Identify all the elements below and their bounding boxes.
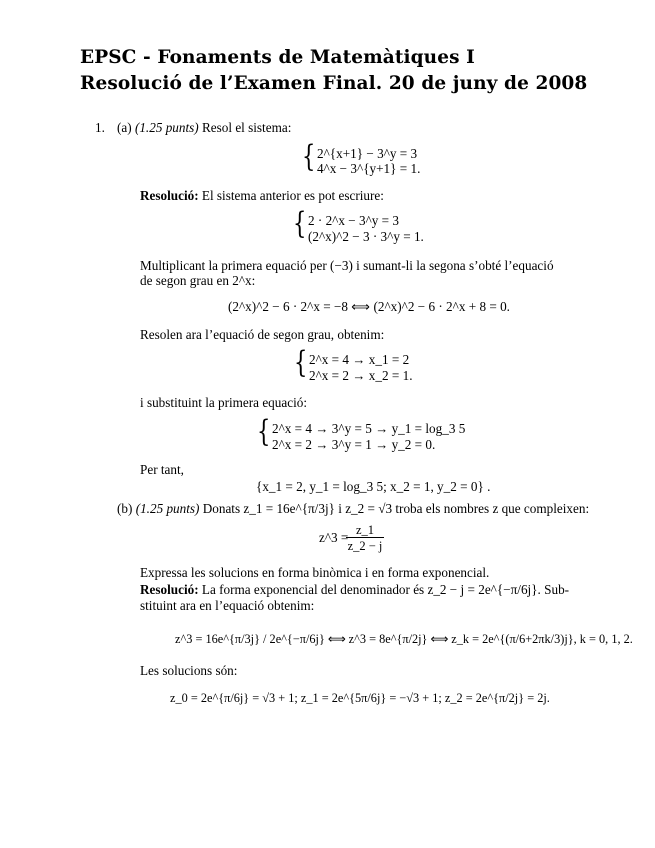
fraction-numerator: z_1	[355, 523, 375, 537]
equation-lhs: z^3 =	[319, 530, 349, 545]
roots-equation-2: 2^x = 2 → x_2 = 1.	[309, 368, 413, 383]
quadratic-equation: (2^x)^2 − 6 · 2^x = −8 ⟺ (2^x)^2 − 6 · 2^x + 8 = 0.	[228, 299, 510, 314]
roots-brace: {	[294, 345, 308, 380]
resolucio-a: Resolució: El sistema anterior es pot escriure:	[140, 188, 384, 203]
solutions-list: z_0 = 2e^{π/6j} = √3 + 1; z_1 = 2e^{5π/6j} = −√3 + 1; z_2 = 2e^{π/2j} = 2j.	[170, 691, 550, 705]
paragraph-multiplicant: Multiplicant la primera equació per (−3) i sumant-li la segona s’obté l’equació	[140, 258, 554, 273]
rewritten-equation-2: (2^x)^2 − 3 · 3^y = 1.	[308, 229, 424, 244]
rewritten-brace: {	[293, 206, 307, 241]
page-subtitle: Resolució de l’Examen Final. 20 de juny de 2008	[80, 73, 588, 94]
subst-equation-2: 2^x = 2 → 3^y = 1 → y_2 = 0.	[272, 437, 436, 452]
paragraph-resolen: Resolen ara l’equació de segon grau, obtenim:	[140, 327, 385, 342]
part-a-heading: (a) (1.25 punts) Resol el sistema:	[117, 120, 292, 135]
resolucio-b: Resolució: La forma exponencial del denominador és z_2 − j = 2e^{−π/6j}. Sub-	[140, 582, 570, 597]
system-equation-2: 4^x − 3^{y+1} = 1.	[317, 161, 421, 176]
page-title: EPSC - Fonaments de Matemàtiques I	[80, 47, 475, 68]
paragraph-multiplicant-2: de segon grau en 2^x:	[140, 273, 256, 288]
resolucio-b-line2: stituint ara en l’equació obtenim:	[140, 598, 315, 613]
fraction-denominator: z_2 − j	[347, 539, 383, 553]
system-brace: {	[302, 139, 316, 174]
paragraph-per-tant: Per tant,	[140, 462, 184, 477]
paragraph-solucions: Les solucions són:	[140, 663, 238, 678]
part-b-heading: (b) (1.25 punts) Donats z_1 = 16e^{π/3j} i z_2 = √3 troba els nombres z que compleixen:	[117, 501, 590, 516]
paragraph-expressa: Expressa les solucions en forma binòmica i en forma exponencial.	[140, 565, 490, 580]
equation-fraction	[346, 523, 384, 553]
subst-brace: {	[257, 414, 271, 449]
subst-equation-1: 2^x = 4 → 3^y = 5 → y_1 = log_3 5	[272, 421, 466, 436]
problem-number: 1.	[95, 120, 105, 135]
rewritten-equation-1: 2 · 2^x − 3^y = 3	[308, 213, 399, 228]
solution-set: {x_1 = 2, y_1 = log_3 5; x_2 = 1, y_2 = 0} .	[256, 479, 491, 494]
roots-equation-1: 2^x = 4 → x_1 = 2	[309, 352, 410, 367]
system-equation-1: 2^{x+1} − 3^y = 3	[317, 146, 418, 161]
derivation-equation: z^3 = 16e^{π/3j} / 2e^{−π/6j} ⟺ z^3 = 8e^{π/2j} ⟺ z_k = 2e^{(π/6+2πk/3)j}, k = 0, 1, 2.	[175, 632, 633, 646]
paragraph-substituint: i substituint la primera equació:	[140, 395, 308, 410]
